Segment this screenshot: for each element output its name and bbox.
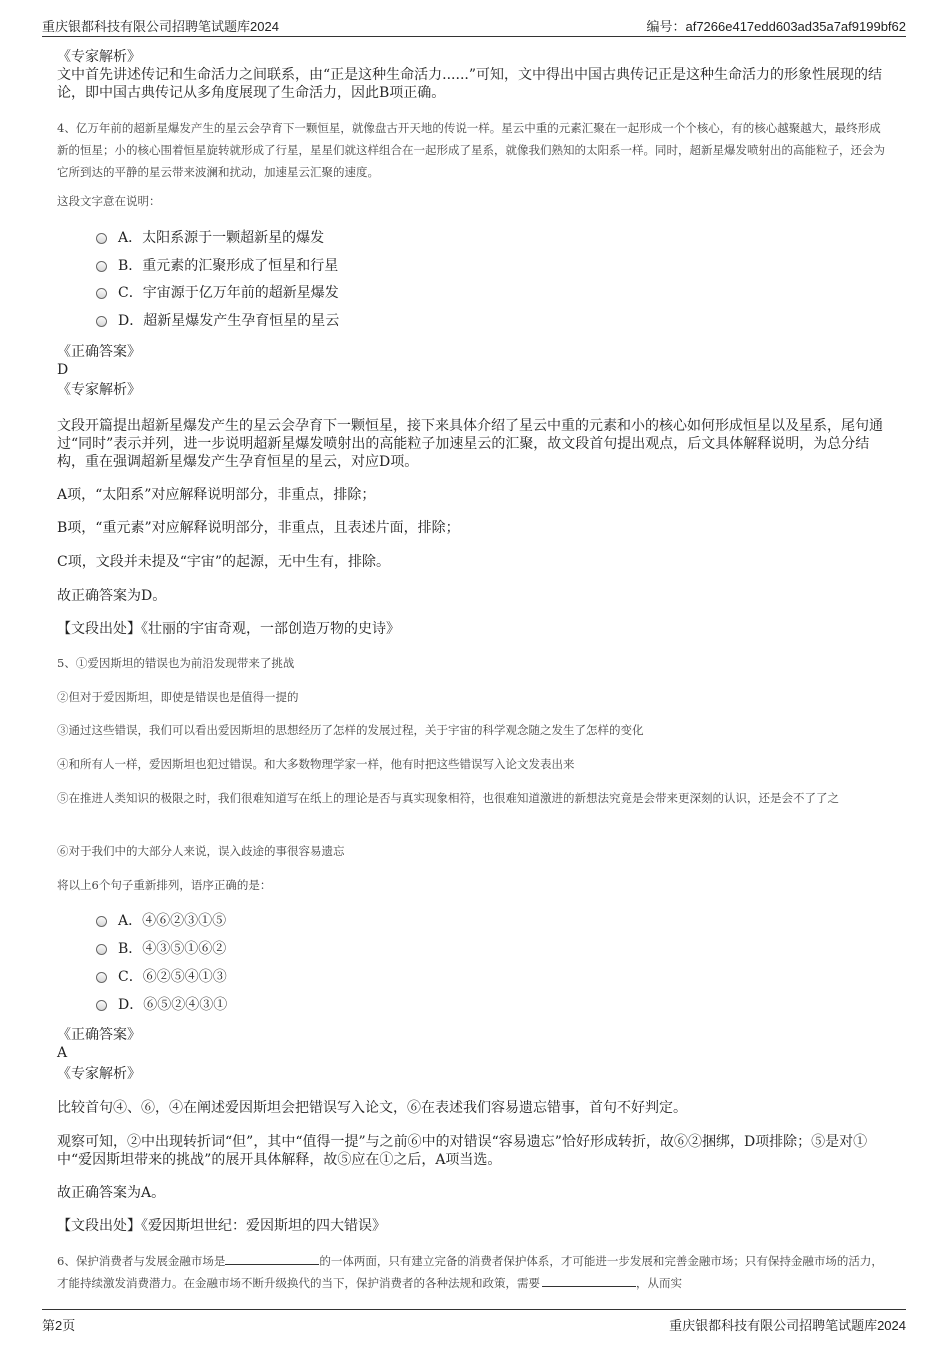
- q5-sentence: ②但对于爱因斯坦，即使是错误也是值得一提的: [57, 690, 299, 704]
- q4-source: 【文段出处】《壮丽的宇宙奇观，一部创造万物的史诗》: [57, 621, 400, 637]
- q4-analysis-para: 文段开篇提出超新星爆发产生的星云会孕育下一颗恒星，接下来具体介绍了星云中重的元素和小的核心如何形成恒星以及星系，尾句通过“同时”表示并列，进一步说明超新星爆发喷射出的高能粒子加速星云的汇聚，故文段首句提出观点，后文具体解释说明，为总分结构，重在强调超新星爆发产生孕育恒星的星云，对应D项。: [57, 418, 883, 470]
- radio-icon[interactable]: [96, 1000, 107, 1011]
- radio-icon[interactable]: [96, 316, 107, 327]
- q5-answer-title: 《正确答案》: [57, 1027, 141, 1043]
- q4-analysis-title: 《专家解析》: [57, 382, 141, 398]
- option-label: A．④⑥②③①⑤: [118, 913, 227, 929]
- q3-analysis-text: 文中首先讲述传记和生命活力之间联系，由“正是这种生命活力......”可知，文中得出中国古典传记正是这种生命活力的形象性展现的结论，即中国古典传记从多角度展现了生命活力，因此B项正确。: [57, 67, 883, 101]
- q5-analysis-para: 比较首句④、⑥，④在阐述爱因斯坦会把错误写入论文，⑥在表述我们容易遗忘错事，首句不好判定。: [57, 1100, 687, 1116]
- option-label: B．重元素的汇聚形成了恒星和行星: [118, 258, 339, 274]
- q5-answer: A: [57, 1045, 68, 1061]
- q4-analysis-para: C项，文段并未提及“宇宙”的起源，无中生有，排除。: [57, 554, 391, 570]
- radio-icon[interactable]: [96, 916, 107, 927]
- radio-icon[interactable]: [96, 233, 107, 244]
- option-label: C．宇宙源于亿万年前的超新星爆发: [118, 285, 339, 301]
- option-label: D．超新星爆发产生孕育恒星的星云: [118, 313, 340, 329]
- q5-sentence: ④和所有人一样，爱因斯坦也犯过错误。和大多数物理学家一样，他有时把这些错误写入论文发表出来: [57, 757, 575, 771]
- q5-analysis-conclusion: 故正确答案为A。: [57, 1185, 166, 1201]
- q4-prompt: 这段文字意在说明：: [57, 194, 161, 208]
- q6-text: 的一体两面，只有建立完备的消费者保护体系，才可能进一步发展和完善金融市场；只有保持金融市场的活力，才能持续激发消费潜力。在金融市场不断升级换代的当下，保护消费者的各种法规和政策，需要: [57, 1254, 883, 1290]
- option-label: A．太阳系源于一颗超新星的爆发: [118, 230, 325, 246]
- radio-icon[interactable]: [96, 972, 107, 983]
- q4-analysis-para: A项，“太阳系”对应解释说明部分，非重点，排除；: [57, 487, 376, 503]
- option-label: C．⑥②⑤④①③: [118, 969, 227, 985]
- page-footer: [42, 1309, 906, 1334]
- q4-analysis-conclusion: 故正确答案为D。: [57, 588, 167, 604]
- fill-blank[interactable]: [225, 1252, 319, 1265]
- radio-icon[interactable]: [96, 261, 107, 272]
- q4-analysis-para: B项，“重元素”对应解释说明部分，非重点，且表述片面，排除；: [57, 520, 460, 536]
- q4-answer-title: 《正确答案》: [57, 344, 141, 360]
- option-label: D．⑥⑤②④③①: [118, 997, 228, 1013]
- q5-sentence: 5、①爱因斯坦的错误也为前沿发现带来了挑战: [57, 656, 295, 670]
- q3-analysis-title: 《专家解析》: [57, 49, 141, 65]
- page-header: [42, 14, 906, 37]
- q4-answer: D: [57, 362, 69, 378]
- fill-blank[interactable]: [542, 1274, 636, 1287]
- q5-sentence: ⑥对于我们中的大部分人来说，误入歧途的事很容易遗忘: [57, 844, 345, 858]
- option-label: B．④③⑤①⑥②: [118, 941, 227, 957]
- q5-source: 【文段出处】《爱因斯坦世纪：爱因斯坦的四大错误》: [57, 1218, 386, 1234]
- q5-sentence: ⑤在推进人类知识的极限之时，我们很难知道写在纸上的理论是否与真实现象相符，也很难知道激进的新想法究竟是会带来更深刻的认识，还是会不了了之: [57, 791, 839, 805]
- q6-stem: [57, 1250, 891, 1294]
- header-title: 重庆银都科技有限公司招聘笔试题库2024: [42, 19, 279, 34]
- radio-icon[interactable]: [96, 944, 107, 955]
- q4-stem: 4、亿万年前的超新星爆发产生的星云会孕育下一颗恒星，就像盘古开天地的传说一样。星云中重的元素汇聚在一起形成一个个核心，有的核心越聚越大，最终形成新的恒星；小的核心围着恒星旋转就形成了行星，星星们就这样组合在一起形成了星系，就像我们熟知的太阳系一样。同时，超新星爆发喷射出的高能粒子，还会为它所到达的平静的星云带来波澜和扰动，加速星云汇聚的速度。: [57, 121, 885, 179]
- page-number: 第2页: [42, 1318, 76, 1333]
- header-doc-id: 编号：af7266e417edd603ad35a7af9199bf62: [646, 19, 906, 34]
- q6-text: 6、保护消费者与发展金融市场是: [57, 1254, 226, 1268]
- footer-title: 重庆银都科技有限公司招聘笔试题库2024: [669, 1318, 906, 1333]
- q6-text: ，从而实: [636, 1276, 682, 1290]
- q5-prompt: 将以上6个句子重新排列，语序正确的是：: [57, 878, 272, 892]
- q5-analysis-para: 观察可知，②中出现转折词“但”，其中“值得一提”与之前⑥中的对错误“容易遗忘”恰好形成转折，故⑥②捆绑，D项排除；⑤是对①中“爱因斯坦带来的挑战”的展开具体解释，故⑤应在①之后，A项当选。: [57, 1134, 868, 1168]
- q5-analysis-title: 《专家解析》: [57, 1066, 141, 1082]
- radio-icon[interactable]: [96, 288, 107, 299]
- q5-sentence: ③通过这些错误，我们可以看出爱因斯坦的思想经历了怎样的发展过程，关于宇宙的科学观念随之发生了怎样的变化: [57, 723, 644, 737]
